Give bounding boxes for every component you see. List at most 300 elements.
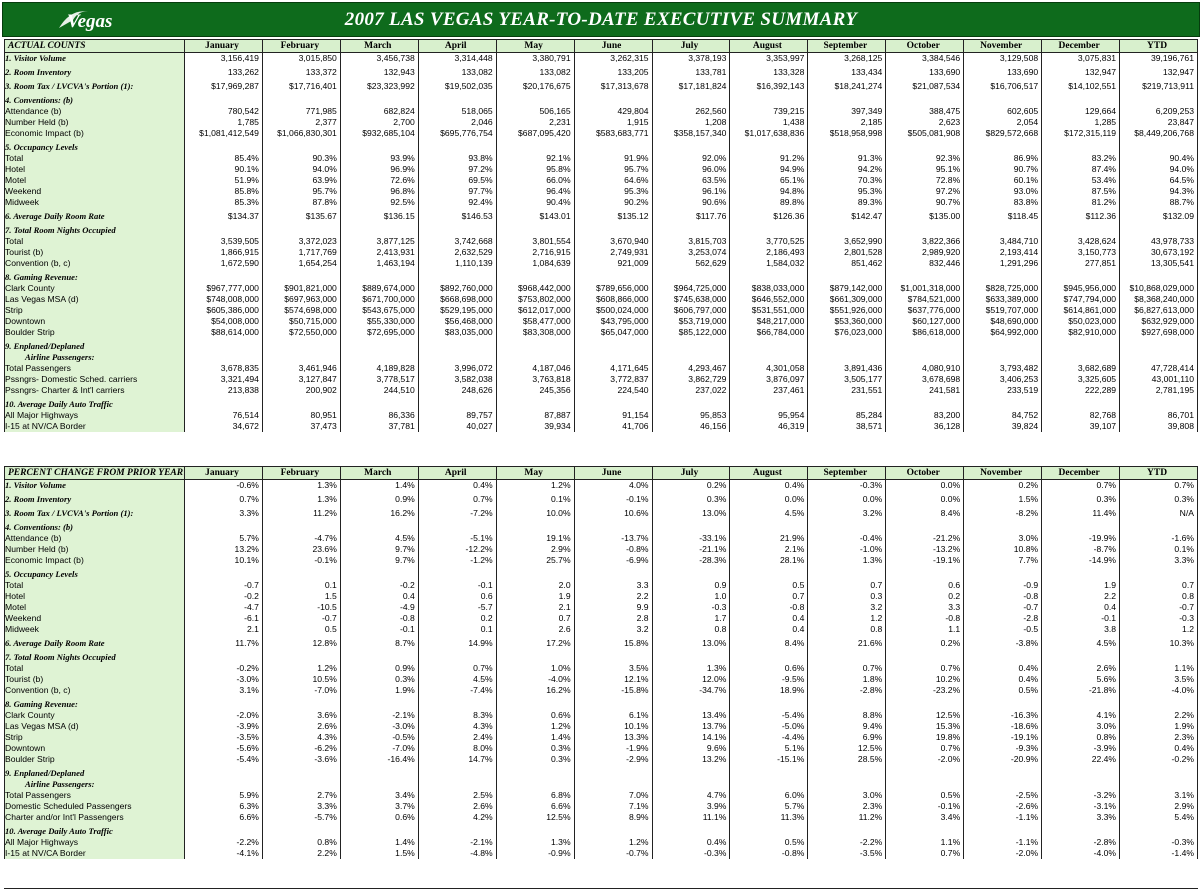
table-cell: $695,776,754: [418, 128, 496, 139]
table-cell: -33.1%: [652, 533, 730, 544]
table-cell: 1.5%: [340, 848, 418, 859]
table-cell: 10.6%: [574, 508, 652, 519]
table-cell: 2.5%: [418, 790, 496, 801]
table-cell: 95.1%: [886, 164, 964, 175]
table-cell: 95.8%: [496, 164, 574, 175]
table-cell: -28.3%: [652, 555, 730, 566]
row-label: Total Passengers: [5, 790, 185, 801]
table-cell: $6,827,613,000: [1120, 305, 1198, 316]
table-cell: [1042, 352, 1120, 363]
table-cell: -4.9: [340, 602, 418, 613]
table-cell: [1042, 826, 1120, 837]
row-label: Attendance (b): [5, 106, 185, 117]
table-cell: [262, 779, 340, 790]
table-cell: $76,023,000: [808, 327, 886, 338]
table-bottom-rule: [4, 888, 1198, 889]
table-cell: 213,838: [185, 385, 263, 396]
table-cell: -3.8%: [964, 638, 1042, 649]
table-cell: $945,956,000: [1042, 283, 1120, 294]
table-cell: 3.6%: [262, 710, 340, 721]
table-cell: 0.9: [652, 580, 730, 591]
table-cell: 2.1: [185, 624, 263, 635]
table-cell: 80,951: [262, 410, 340, 421]
table-cell: [340, 522, 418, 533]
row-label: Airline Passengers:: [5, 352, 185, 363]
table-cell: 0.6%: [730, 663, 808, 674]
table-cell: 53.4%: [1042, 175, 1120, 186]
table-cell: 10.8%: [964, 544, 1042, 555]
table-cell: -19.9%: [1042, 533, 1120, 544]
table-cell: -2.0%: [185, 710, 263, 721]
table-cell: 13.2%: [652, 754, 730, 765]
table-cell: 14.7%: [418, 754, 496, 765]
table-cell: 2.1%: [730, 544, 808, 555]
table-cell: 0.7: [730, 591, 808, 602]
table-cell: 18.9%: [730, 685, 808, 696]
table-cell: [262, 341, 340, 352]
table-cell: -0.3%: [652, 848, 730, 859]
table-cell: 94.8%: [730, 186, 808, 197]
table-row: [5, 721, 1198, 732]
table-cell: 97.2%: [886, 186, 964, 197]
row-label: Strip: [5, 305, 185, 316]
table-cell: [496, 341, 574, 352]
table-cell: [496, 652, 574, 663]
table-cell: -2.6%: [964, 801, 1042, 812]
row-label: All Major Highways: [5, 410, 185, 421]
table-cell: 11.3%: [730, 812, 808, 823]
table-cell: 2,377: [262, 117, 340, 128]
row-label: Clark County: [5, 710, 185, 721]
table-row: [5, 316, 1198, 327]
table-cell: 0.2%: [964, 480, 1042, 492]
table-cell: 133,262: [185, 67, 263, 78]
table-cell: [418, 272, 496, 283]
table-cell: 4.0%: [574, 480, 652, 492]
table-cell: 3,678,835: [185, 363, 263, 374]
table-cell: [652, 522, 730, 533]
table-row: [5, 754, 1198, 765]
table-cell: 0.7%: [886, 743, 964, 754]
table-cell: 1.9%: [1120, 721, 1198, 732]
table-cell: [652, 768, 730, 779]
table-cell: $519,707,000: [964, 305, 1042, 316]
table-cell: 64.6%: [574, 175, 652, 186]
table-cell: $932,685,104: [340, 128, 418, 139]
row-label: Hotel: [5, 591, 185, 602]
table-cell: -2.0%: [886, 754, 964, 765]
table-cell: [730, 522, 808, 533]
table-cell: 388,475: [886, 106, 964, 117]
table-cell: [1120, 142, 1198, 153]
table-cell: $500,024,000: [574, 305, 652, 316]
table-cell: $72,550,000: [262, 327, 340, 338]
table-cell: 5.4%: [1120, 812, 1198, 823]
table-cell: -2.0%: [964, 848, 1042, 859]
table-cell: 72.6%: [340, 175, 418, 186]
table-cell: 16.2%: [496, 685, 574, 696]
table-cell: 3,877,125: [340, 236, 418, 247]
table-row: [5, 508, 1198, 519]
table-cell: $20,176,675: [496, 81, 574, 92]
table-cell: 6.1%: [574, 710, 652, 721]
table-cell: 85,284: [808, 410, 886, 421]
table-cell: 17.2%: [496, 638, 574, 649]
column-header: YTD: [1120, 467, 1198, 480]
row-label: 3. Room Tax / LVCVA's Portion (1):: [5, 81, 185, 92]
table-cell: 92.5%: [340, 197, 418, 208]
table-cell: 3,582,038: [418, 374, 496, 385]
table-cell: 1.1%: [1120, 663, 1198, 674]
table-cell: [1042, 768, 1120, 779]
table-cell: -4.0%: [1120, 685, 1198, 696]
table-cell: 8.3%: [418, 710, 496, 721]
row-label: 5. Occupancy Levels: [5, 142, 185, 153]
table-cell: 91,154: [574, 410, 652, 421]
table-cell: 3,380,791: [496, 53, 574, 65]
table-cell: [730, 569, 808, 580]
table-cell: [418, 142, 496, 153]
table-row: [5, 95, 1198, 106]
table-cell: $574,698,000: [262, 305, 340, 316]
table-cell: [1042, 272, 1120, 283]
table-cell: 14.1%: [652, 732, 730, 743]
table-cell: 0.1: [418, 624, 496, 635]
table-cell: -0.2: [185, 591, 263, 602]
row-label: Motel: [5, 602, 185, 613]
table-cell: 0.4%: [1120, 743, 1198, 754]
table-cell: 231,551: [808, 385, 886, 396]
row-label: 7. Total Room Nights Occupied: [5, 225, 185, 236]
row-label: Las Vegas MSA (d): [5, 294, 185, 305]
table-cell: 90.2%: [574, 197, 652, 208]
table-cell: 4.1%: [1042, 710, 1120, 721]
table-row: [5, 211, 1198, 222]
table-cell: [340, 779, 418, 790]
table-cell: 3,539,505: [185, 236, 263, 247]
table-cell: 12.1%: [574, 674, 652, 685]
table-cell: 3,456,738: [340, 53, 418, 65]
table-cell: 19.1%: [496, 533, 574, 544]
table-cell: 3,127,847: [262, 374, 340, 385]
table-cell: 11.2%: [808, 812, 886, 823]
table-cell: [496, 699, 574, 710]
table-cell: 133,690: [886, 67, 964, 78]
table-cell: -1.4%: [1120, 848, 1198, 859]
table-cell: $17,969,287: [185, 81, 263, 92]
table-cell: -1.1%: [964, 812, 1042, 823]
table-cell: -3.5%: [185, 732, 263, 743]
table-cell: 43,001,110: [1120, 374, 1198, 385]
table-cell: 0.6: [886, 580, 964, 591]
table-cell: [496, 95, 574, 106]
table-row: [5, 142, 1198, 153]
table-cell: 0.1%: [1120, 544, 1198, 555]
table-cell: 3.3%: [185, 508, 263, 519]
table-cell: 1,291,296: [964, 258, 1042, 269]
table-cell: [418, 768, 496, 779]
table-cell: 1.2: [1120, 624, 1198, 635]
column-header: June: [574, 40, 652, 53]
table-cell: 94.2%: [808, 164, 886, 175]
table-cell: -5.0%: [730, 721, 808, 732]
table-cell: -0.7: [1120, 602, 1198, 613]
table-cell: 1.3%: [262, 480, 340, 492]
table-row: [5, 175, 1198, 186]
table-cell: [496, 272, 574, 283]
table-cell: [340, 352, 418, 363]
table-cell: $17,716,401: [262, 81, 340, 92]
table-cell: 95.7%: [262, 186, 340, 197]
table-cell: [1042, 522, 1120, 533]
table-cell: [652, 95, 730, 106]
table-cell: -10.5: [262, 602, 340, 613]
table-cell: 3,075,831: [1042, 53, 1120, 65]
table-cell: 39,808: [1120, 421, 1198, 432]
table-cell: 10.1%: [185, 555, 263, 566]
table-cell: [185, 341, 263, 352]
table-cell: 133,082: [496, 67, 574, 78]
table-cell: 39,196,761: [1120, 53, 1198, 65]
table-cell: -0.1: [1042, 613, 1120, 624]
table-row: [5, 779, 1198, 790]
table-row: [5, 117, 1198, 128]
table-cell: 3.2: [574, 624, 652, 635]
table-cell: 16.2%: [340, 508, 418, 519]
table-cell: $135.67: [262, 211, 340, 222]
table-cell: [496, 352, 574, 363]
row-label: Midweek: [5, 624, 185, 635]
table-cell: [574, 272, 652, 283]
table-cell: 21.9%: [730, 533, 808, 544]
table-cell: 83.2%: [1042, 153, 1120, 164]
table-cell: 10.5%: [262, 674, 340, 685]
table-row: [5, 67, 1198, 78]
table-cell: [340, 272, 418, 283]
table-cell: 133,328: [730, 67, 808, 78]
table-cell: 1.4%: [496, 732, 574, 743]
row-label: Strip: [5, 732, 185, 743]
table-cell: 8.7%: [340, 638, 418, 649]
table-cell: 132,947: [1042, 67, 1120, 78]
table-cell: -0.2: [340, 580, 418, 591]
table-cell: $85,122,000: [652, 327, 730, 338]
table-cell: 0.1: [262, 580, 340, 591]
table-cell: 4,293,467: [652, 363, 730, 374]
table-cell: -0.3: [1120, 613, 1198, 624]
table-cell: [730, 779, 808, 790]
table-cell: 22.4%: [1042, 754, 1120, 765]
table-row: [5, 352, 1198, 363]
table-cell: 66.0%: [496, 175, 574, 186]
table-cell: 3,652,990: [808, 236, 886, 247]
table-row: [5, 624, 1198, 635]
row-label: 9. Enplaned/Deplaned: [5, 768, 185, 779]
table-cell: [185, 569, 263, 580]
table-row: [5, 341, 1198, 352]
table-cell: -0.7: [964, 602, 1042, 613]
table-cell: 43,978,733: [1120, 236, 1198, 247]
table-cell: [652, 699, 730, 710]
table-cell: [262, 95, 340, 106]
table-cell: [1120, 352, 1198, 363]
table-cell: -0.1%: [574, 494, 652, 505]
table-cell: -5.6%: [185, 743, 263, 754]
table-cell: 41,706: [574, 421, 652, 432]
table-row: [5, 848, 1198, 859]
table-cell: 1.2: [808, 613, 886, 624]
table-cell: $633,389,000: [964, 294, 1042, 305]
table-cell: 19.8%: [886, 732, 964, 743]
row-label: Boulder Strip: [5, 327, 185, 338]
table-cell: 3.3%: [262, 801, 340, 812]
table-cell: 133,082: [418, 67, 496, 78]
table-row: [5, 363, 1198, 374]
table-cell: 82,768: [1042, 410, 1120, 421]
table-cell: $829,572,668: [964, 128, 1042, 139]
table-cell: [262, 699, 340, 710]
table-cell: $136.15: [340, 211, 418, 222]
column-header: September: [808, 467, 886, 480]
table-cell: 2.8: [574, 613, 652, 624]
table-cell: [964, 826, 1042, 837]
table-cell: 12.5%: [886, 710, 964, 721]
row-label: Tourist (b): [5, 247, 185, 258]
table-cell: 133,690: [964, 67, 1042, 78]
table-cell: [1042, 95, 1120, 106]
table-cell: 2.1: [496, 602, 574, 613]
row-label: Number Held (b): [5, 117, 185, 128]
table-cell: 15.8%: [574, 638, 652, 649]
table-cell: 0.3%: [340, 674, 418, 685]
table-cell: 4,301,058: [730, 363, 808, 374]
table-cell: -0.1%: [886, 801, 964, 812]
table-cell: 3,015,850: [262, 53, 340, 65]
table-cell: $48,690,000: [964, 316, 1042, 327]
table-cell: 1,672,590: [185, 258, 263, 269]
table-cell: $661,309,000: [808, 294, 886, 305]
table-cell: 2,749,931: [574, 247, 652, 258]
table-cell: $8,368,240,000: [1120, 294, 1198, 305]
table-cell: 233,519: [964, 385, 1042, 396]
row-label: 4. Conventions: (b): [5, 95, 185, 106]
table-cell: $14,102,551: [1042, 81, 1120, 92]
table-cell: [418, 399, 496, 410]
table-cell: -4.4%: [730, 732, 808, 743]
row-label: Boulder Strip: [5, 754, 185, 765]
table-cell: [418, 225, 496, 236]
table-cell: 1,463,194: [340, 258, 418, 269]
table-cell: [262, 142, 340, 153]
table-cell: [1042, 142, 1120, 153]
table-cell: 0.7: [1120, 580, 1198, 591]
table-cell: [1042, 569, 1120, 580]
column-header: August: [730, 467, 808, 480]
column-header: November: [964, 467, 1042, 480]
table-row: [5, 421, 1198, 432]
table-cell: 93.0%: [964, 186, 1042, 197]
table-cell: -0.7: [262, 613, 340, 624]
table-cell: 5.7%: [730, 801, 808, 812]
table-cell: [808, 779, 886, 790]
table-cell: 2,413,931: [340, 247, 418, 258]
table-cell: 7.1%: [574, 801, 652, 812]
table-cell: 37,473: [262, 421, 340, 432]
table-cell: [418, 652, 496, 663]
table-cell: [574, 399, 652, 410]
table-cell: $747,794,000: [1042, 294, 1120, 305]
table-cell: 0.5%: [964, 685, 1042, 696]
table-cell: [808, 569, 886, 580]
table-cell: 92.1%: [496, 153, 574, 164]
table-cell: -6.9%: [574, 555, 652, 566]
table-cell: [964, 569, 1042, 580]
row-label: Midweek: [5, 197, 185, 208]
table-cell: 96.1%: [652, 186, 730, 197]
table-cell: [185, 699, 263, 710]
table-cell: $48,217,000: [730, 316, 808, 327]
table-cell: 1.5: [262, 591, 340, 602]
table-cell: [652, 569, 730, 580]
table-cell: 90.1%: [185, 164, 263, 175]
table-cell: -4.1%: [185, 848, 263, 859]
table-cell: $901,821,000: [262, 283, 340, 294]
table-cell: $19,502,035: [418, 81, 496, 92]
table-cell: $753,802,000: [496, 294, 574, 305]
table-cell: [185, 768, 263, 779]
table-cell: -21.1%: [652, 544, 730, 555]
table-cell: $612,017,000: [496, 305, 574, 316]
table-cell: 87.8%: [262, 197, 340, 208]
table-cell: 39,824: [964, 421, 1042, 432]
table-cell: 8.4%: [730, 638, 808, 649]
table-cell: 3.0%: [964, 533, 1042, 544]
table-cell: 12.0%: [652, 674, 730, 685]
table-cell: 39,107: [1042, 421, 1120, 432]
table-cell: 63.5%: [652, 175, 730, 186]
table-cell: -16.3%: [964, 710, 1042, 721]
table-cell: 1.4%: [340, 837, 418, 848]
table-cell: $668,698,000: [418, 294, 496, 305]
table-cell: [808, 826, 886, 837]
table-cell: 0.4%: [964, 674, 1042, 685]
table-cell: 2.0: [496, 580, 574, 591]
table-cell: N/A: [1120, 508, 1198, 519]
table-cell: [1120, 826, 1198, 837]
table-cell: $828,725,000: [964, 283, 1042, 294]
table-cell: 90.7%: [886, 197, 964, 208]
table-cell: -8.2%: [964, 508, 1042, 519]
table-cell: 1,785: [185, 117, 263, 128]
table-cell: 95.3%: [574, 186, 652, 197]
table-cell: -0.3%: [808, 480, 886, 492]
table-cell: [964, 142, 1042, 153]
table-cell: $968,442,000: [496, 283, 574, 294]
table-cell: 6.0%: [730, 790, 808, 801]
table-cell: 46,319: [730, 421, 808, 432]
table-cell: 4,187,046: [496, 363, 574, 374]
table-cell: -5.7%: [262, 812, 340, 823]
table-cell: $23,323,992: [340, 81, 418, 92]
table-cell: $86,618,000: [886, 327, 964, 338]
table-cell: 3,325,605: [1042, 374, 1120, 385]
table-cell: 2.6: [496, 624, 574, 635]
table-cell: 277,851: [1042, 258, 1120, 269]
table-cell: 94.0%: [262, 164, 340, 175]
table-cell: $789,656,000: [574, 283, 652, 294]
table-cell: 3.1%: [185, 685, 263, 696]
table-cell: 64.5%: [1120, 175, 1198, 186]
